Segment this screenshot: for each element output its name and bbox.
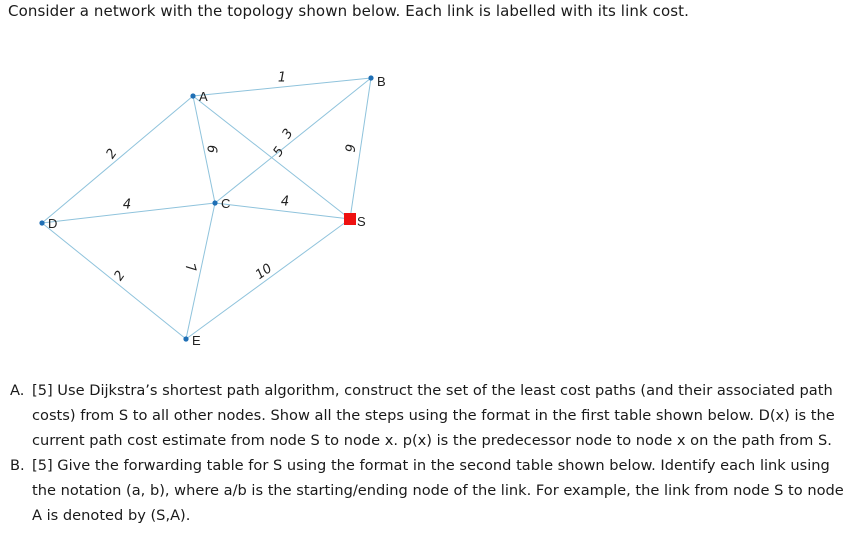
node-c-label: C <box>221 196 231 211</box>
node-s-marker <box>344 213 356 225</box>
edge-e-s <box>186 219 350 339</box>
edge-cost-b-s: 6 <box>341 143 357 153</box>
node-a-label: A <box>199 89 208 104</box>
node-e-marker <box>183 336 188 341</box>
question-b <box>10 453 855 528</box>
edge-cost-a-c: 6 <box>203 144 219 154</box>
edge-cost-a-b: 1 <box>277 70 287 86</box>
node-b-marker <box>368 75 373 80</box>
question-a-text: [5] Use Dijkstra’s shortest path algorithm, construct the set of the least cost paths (and their associated path costs) from S to all other nodes. Show all the steps using the format in the first table shown below. D(x) is the current path cost estimate from node S to node x. p(x) is the predecessor node to node x on the path from S. <box>32 382 835 449</box>
node-s-label: S <box>357 214 366 229</box>
edge-cost-d-c: 4 <box>122 197 132 213</box>
edge-cost-c-e: 7 <box>181 262 199 274</box>
question-list <box>10 378 855 528</box>
edge-a-d <box>42 96 193 223</box>
edge-cost-c-b: 3 <box>279 126 297 142</box>
edge-cost-a-s: 5 <box>270 144 288 160</box>
node-b-label: B <box>377 74 386 89</box>
node-d-marker <box>39 220 44 225</box>
node-a-marker <box>190 93 195 98</box>
edge-cost-e-s: 10 <box>252 261 276 283</box>
question-a <box>10 378 855 453</box>
edge-cost-d-e: 2 <box>111 268 129 284</box>
question-a-marker: A. <box>10 382 25 399</box>
edge-d-e <box>42 223 186 339</box>
question-b-text: [5] Give the forwarding table for S using the format in the second table shown below. Identify each link using the notation (a, b), where a/b is the starting/ending node of the link. For example, the link from node S to node A is denoted by (S,A). <box>32 457 844 524</box>
node-e-label: E <box>192 333 201 348</box>
edge-cost-c-s: 4 <box>280 194 290 210</box>
question-b-marker: B. <box>10 457 25 474</box>
edge-c-b <box>215 78 371 203</box>
node-d-label: D <box>48 216 58 231</box>
node-c-marker <box>212 200 217 205</box>
edge-cost-a-d: 2 <box>103 146 121 162</box>
problem-intro: Consider a network with the topology shown below. Each link is labelled with its link cost. <box>8 2 689 20</box>
